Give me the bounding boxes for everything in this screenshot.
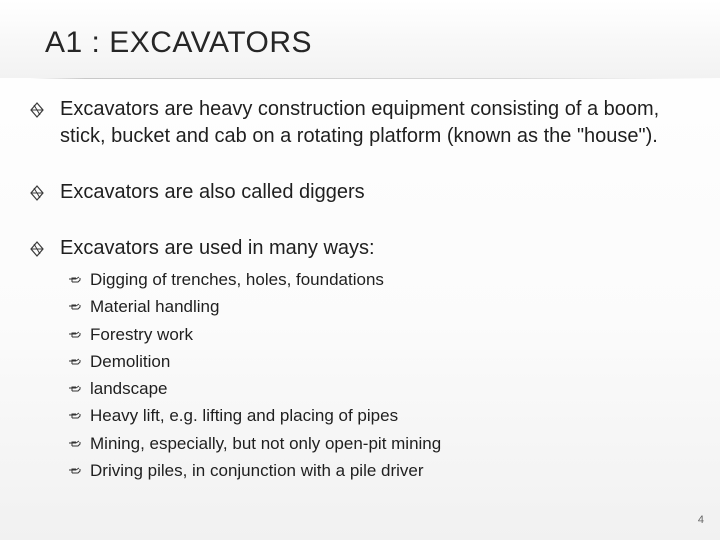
pointing-hand-bullet-icon bbox=[68, 438, 82, 450]
pointing-hand-bullet-icon bbox=[68, 356, 82, 368]
bullet-text: Excavators are also called diggers bbox=[60, 181, 365, 203]
diamond-bullet-icon bbox=[28, 184, 46, 202]
pointing-hand-bullet-icon bbox=[68, 301, 82, 313]
pointing-hand-bullet-icon bbox=[68, 410, 82, 422]
sub-bullet-item bbox=[60, 348, 698, 375]
slide-title: A1 : EXCAVATORS bbox=[45, 26, 313, 59]
bullet-item bbox=[28, 235, 698, 262]
bullet-item bbox=[28, 96, 698, 150]
page-number: 4 bbox=[697, 514, 704, 526]
pointing-hand-bullet-icon bbox=[68, 329, 82, 341]
bullet-text: Excavators are used in many ways: bbox=[60, 237, 375, 259]
bullet-item bbox=[28, 179, 698, 206]
pointing-hand-bullet-icon bbox=[68, 465, 82, 477]
sub-bullet-text: Forestry work bbox=[90, 324, 193, 344]
diamond-bullet-icon bbox=[28, 240, 46, 258]
sub-bullet-list bbox=[60, 266, 698, 484]
sub-bullet-item bbox=[60, 266, 698, 293]
pointing-hand-bullet-icon bbox=[68, 383, 82, 395]
diamond-bullet-icon bbox=[28, 101, 46, 119]
sub-bullet-item bbox=[60, 321, 698, 348]
slide-content bbox=[28, 96, 698, 484]
sub-bullet-text: Heavy lift, e.g. lifting and placing of pipes bbox=[90, 406, 399, 426]
sub-bullet-text: Mining, especially, but not only open-pit mining bbox=[90, 433, 442, 453]
sub-bullet-text: Material handling bbox=[90, 297, 220, 317]
sub-bullet-item bbox=[60, 293, 698, 320]
sub-bullet-text: landscape bbox=[90, 379, 168, 399]
pointing-hand-bullet-icon bbox=[68, 274, 82, 286]
sub-bullet-item bbox=[60, 430, 698, 457]
sub-bullet-item bbox=[60, 402, 698, 429]
sub-bullet-item bbox=[60, 375, 698, 402]
sub-bullet-item bbox=[60, 457, 698, 484]
title-divider bbox=[30, 78, 720, 79]
sub-bullet-text: Driving piles, in conjunction with a pile driver bbox=[90, 461, 424, 481]
sub-bullet-text: Digging of trenches, holes, foundations bbox=[90, 270, 384, 289]
sub-bullet-text: Demolition bbox=[90, 351, 171, 371]
bullet-text: Excavators are heavy construction equipment consisting of a boom, stick, bucket and cab on a rotating platform (known as the "house"). bbox=[60, 98, 660, 147]
